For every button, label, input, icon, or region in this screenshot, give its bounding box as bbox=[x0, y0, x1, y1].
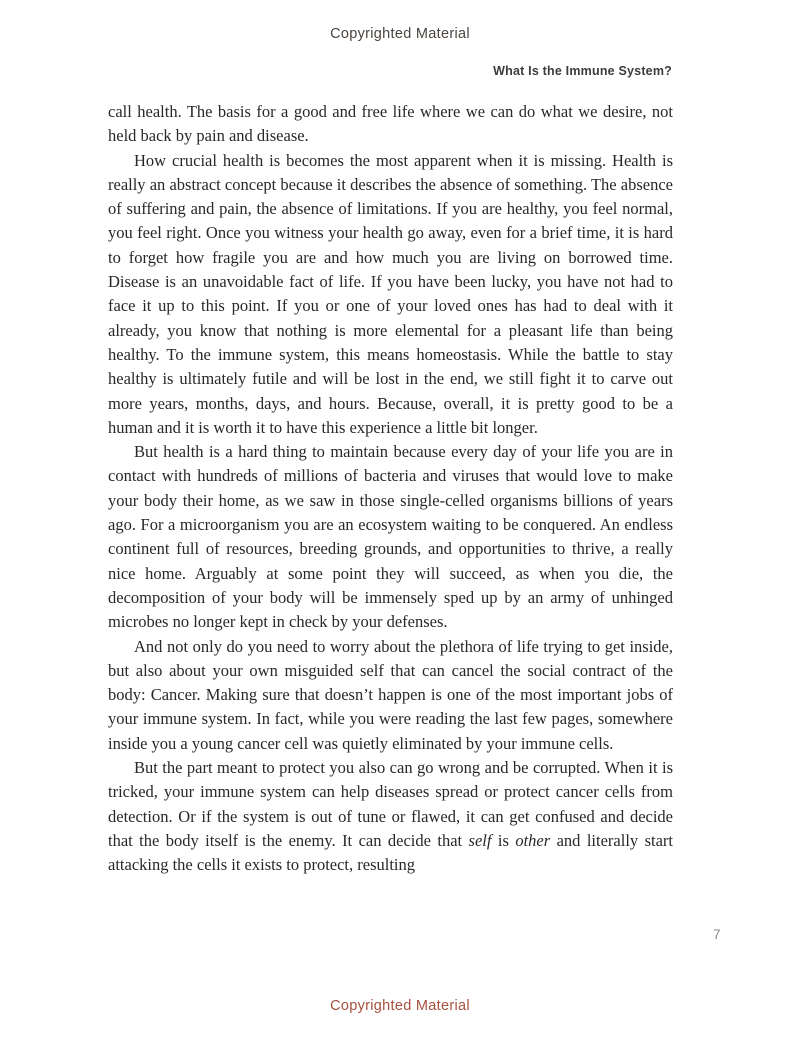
italic-term-other: other bbox=[515, 830, 551, 850]
paragraph: And not only do you need to worry about the plethora of life trying to get inside, but also about your own misguided self that can cancel the social contract of the body: Cancer. Making sure that doesn’t happen is one of the most important jobs of your immune system. In fact, while you were reading the last few pages, somewhere inside you a young cancer cell was quietly eliminated by your immune cells. bbox=[108, 636, 673, 753]
italic-term-self: self bbox=[468, 830, 492, 850]
paragraph: How crucial health is becomes the most apparent when it is missing. Health is really an abstract concept because it describes the absence of something. The absence of suffering and pain, the absence of limitations. If you are healthy, you feel normal, you feel right. Once you witness your health go away, even for a brief time, it is hard to forget how fragile you are and how much you are living on borrowed time. Disease is an unavoidable fact of life. If you have been lucky, you have not had to face it up to this point. If you or one of your loved ones has had to deal with it already, you know that nothing is more elemental for a pleasant life than being healthy. To the immune system, this means homeostasis. While the battle to stay healthy is ultimately futile and will be lost in the end, we still fight it to carve out more years, months, days, and hours. Because, overall, it is pretty good to be a human and it is worth it to have this experience a little bit longer. bbox=[108, 150, 673, 437]
paragraph: But health is a hard thing to maintain because every day of your life you are in contact with hundreds of millions of bacteria and viruses that would love to make your body their home, as we saw in those single-celled organisms billions of years ago. For a microorganism you are an ecosystem waiting to be conquered. An endless continent full of resources, breeding grounds, and opportunities to thrive, a really nice home. Arguably at some point they will succeed, as when you die, the decomposition of your body will be immensely sped up by an army of unhinged microbes no longer kept in check by your defenses. bbox=[108, 442, 673, 632]
paragraph bbox=[108, 756, 673, 877]
copyright-notice-top: Copyrighted Material bbox=[330, 26, 470, 42]
body-text-block bbox=[108, 100, 673, 878]
paragraph-text: But the part meant to protect you also can go wrong and be corrupted. When it is tricked, your immune system can help diseases spread or protect cancer cells from detection. Or if the system is out of tune or flawed, it can get confused and decide that the body itself is the enemy. It can decide that bbox=[108, 758, 673, 850]
page-number: 7 bbox=[713, 927, 721, 942]
paragraph-text: and literally start attacking the cells it exists to protect, resulting bbox=[108, 830, 673, 875]
copyright-notice-bottom: Copyrighted Material bbox=[330, 998, 470, 1014]
paragraph-text: is bbox=[491, 830, 516, 850]
paragraph-continuation: call health. The basis for a good and free life where we can do what we desire, not held back by pain and disease. bbox=[108, 102, 673, 146]
running-header-chapter-title: What Is the Immune System? bbox=[493, 64, 672, 78]
